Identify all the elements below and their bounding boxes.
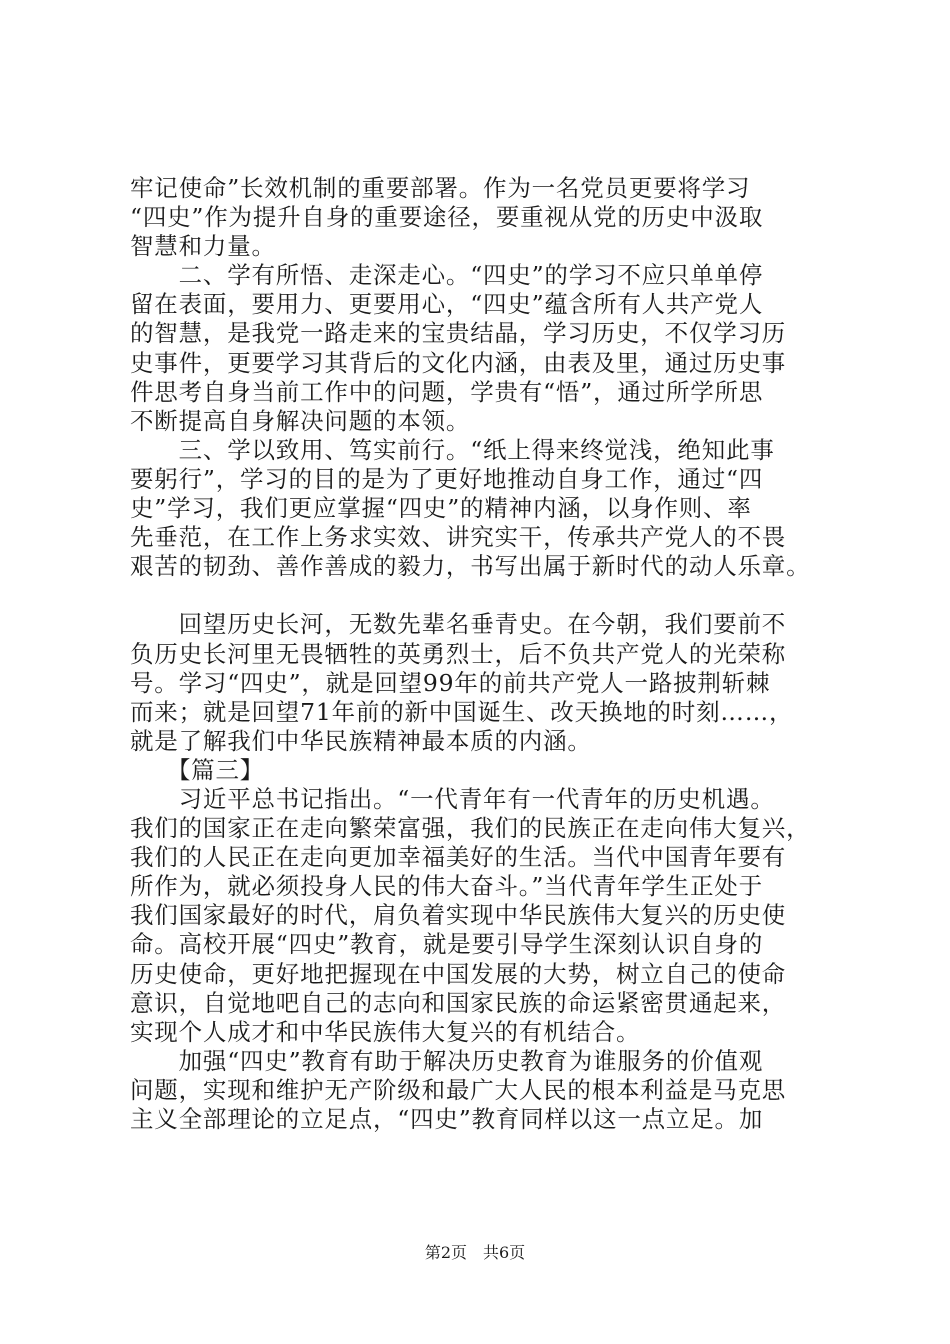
text-line: 命。高校开展“四史”教育，就是要引导学生深刻认识自身的: [130, 930, 764, 959]
paragraph-gap: [130, 581, 830, 610]
text-line: 主义全部理论的立足点，“四史”教育同样以这一点立足。加: [130, 1105, 764, 1133]
text-line: 我们的国家正在走向繁荣富强，我们的民族正在走向伟大复兴，: [130, 814, 811, 843]
text-line: 意识，自觉地吧自己的志向和国家民族的命运紧密贯通起来，: [130, 988, 787, 1017]
text-line: 我们的人民正在走向更加幸福美好的生活。当代中国青年要有: [130, 843, 787, 872]
text-line: 我们国家最好的时代，肩负着实现中华民族伟大复兴的历史使: [130, 901, 787, 930]
text-line: 留在表面，要用力、更要用心，“四史”蕴含所有人共产党人: [130, 290, 764, 319]
text-line: 而来；就是回望71年前的新中国诞生、改天换地的时刻……，: [130, 697, 794, 726]
text-line: 加强“四史”教育有助于解决历史教育为谁服务的价值观: [130, 1046, 764, 1075]
text-line: 负历史长河里无畏牺牲的英勇烈士，后不负共产党人的光荣称: [130, 639, 787, 668]
section-heading: 【篇三】: [130, 755, 265, 784]
text-line: 智慧和力量。: [130, 232, 276, 261]
text-line: 先垂范，在工作上务求实效、讲究实干，传承共产党人的不畏: [130, 523, 787, 552]
text-line: 就是了解我们中华民族精神最本质的内涵。: [130, 726, 592, 755]
text-line: 的智慧，是我党一路走来的宝贵结晶，学习历史，不仅学习历: [130, 319, 787, 348]
text-line: 艰苦的韧劲、善作善成的毅力，书写出属于新时代的动人乐章。: [130, 552, 811, 581]
text-line: 史”学习，我们更应掌握“四史”的精神内涵，以身作则、率: [130, 494, 752, 523]
document-body: [130, 174, 830, 1134]
text-line: 所作为，就必须投身人民的伟大奋斗。”当代青年学生正处于: [130, 872, 763, 901]
text-line: 件思考自身当前工作中的问题，学贵有“悟”，通过所学所思: [130, 377, 764, 406]
text-line: 要躬行”，学习的目的是为了更好地推动自身工作，通过“四: [130, 464, 764, 493]
text-line: 号。学习“四史”，就是回望99年的前共产党人一路披荆斩棘: [130, 668, 771, 697]
page-number: 第2页 共6页: [424, 1243, 526, 1262]
text-line: 问题，实现和维护无产阶级和最广大人民的根本利益是马克思: [130, 1075, 787, 1104]
text-line: 回望历史长河，无数先辈名垂青史。在今朝，我们要前不: [130, 610, 787, 639]
text-line: 三、学以致用、笃实前行。“纸上得来终觉浅，绝知此事: [130, 435, 775, 464]
text-line: 习近平总书记指出。“一代青年有一代青年的历史机遇。: [130, 784, 775, 813]
text-line: 二、学有所悟、走深走心。“四史”的学习不应只单单停: [130, 261, 764, 290]
text-line: 实现个人成才和中华民族伟大复兴的有机结合。: [130, 1017, 641, 1046]
text-line: 史事件，更要学习其背后的文化内涵，由表及里，通过历史事: [130, 348, 787, 377]
text-line: 不断提高自身解决问题的本领。: [130, 406, 471, 435]
text-line: 牢记使命”长效机制的重要部署。作为一名党员更要将学习: [130, 174, 751, 202]
text-line: “四史”作为提升自身的重要途径，要重视从党的历史中汲取: [130, 203, 764, 232]
text-line: 历史使命，更好地把握现在中国发展的大势，树立自己的使命: [130, 959, 787, 988]
